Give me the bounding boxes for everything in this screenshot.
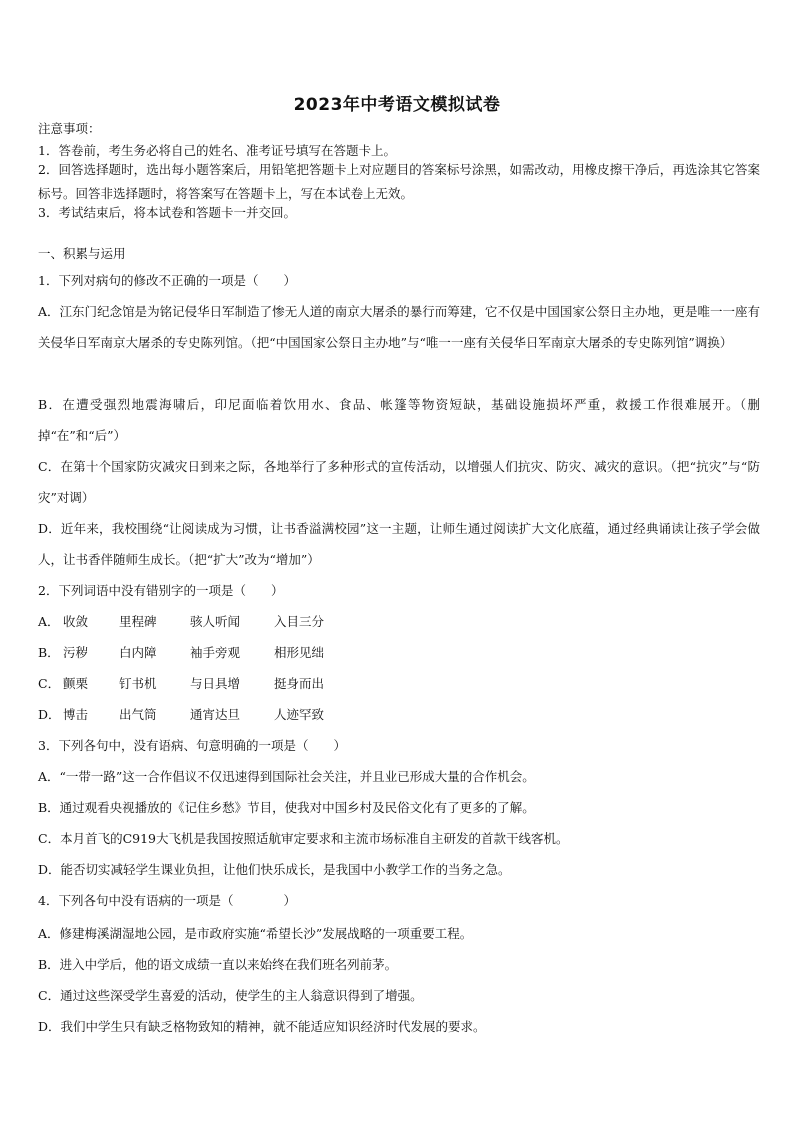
option-word: 里程碑 <box>119 614 157 629</box>
question-2-option-c <box>38 676 364 692</box>
option-label: B． <box>38 645 60 660</box>
option-word: 白内障 <box>119 645 157 660</box>
option-word: 钉书机 <box>119 676 157 691</box>
notice-item: 3．考试结束后，将本试卷和答题卡一并交回。 <box>38 205 296 220</box>
option-word: 入目三分 <box>274 614 325 629</box>
option-word: 相形见绌 <box>274 645 325 660</box>
question-2-option-d <box>38 707 364 723</box>
question-4-option-a: A．修建梅溪湖湿地公园，是市政府实施“希望长沙”发展战略的一项重要工程。 <box>38 926 473 941</box>
option-word: 通宵达旦 <box>190 707 241 722</box>
question-2-option-b <box>38 645 364 661</box>
option-label: A． <box>38 614 60 629</box>
notice-item: 2．回答选择题时，选出每小题答案后，用铅笔把答题卡上对应题目的答案标号涂黑，如需改动，用橡皮擦干净后，再选涂其它答案标号。回答非选择题时，将答案写在答题卡上，写在本试卷上无效。 <box>38 162 760 201</box>
question-3-option-a: A．“一带一路”这一合作倡议不仅迅速得到国际社会关注，并且业已形成大量的合作机会。 <box>38 769 535 784</box>
option-word: 骇人听闻 <box>190 614 241 629</box>
question-4-option-c: C．通过这些深受学生喜爱的活动，使学生的主人翁意识得到了增强。 <box>38 988 423 1003</box>
option-label: C． <box>38 676 61 691</box>
option-word: 出气筒 <box>119 707 157 722</box>
option-word: 博击 <box>63 707 89 722</box>
option-label: D． <box>38 707 61 722</box>
section-heading: 一、积累与运用 <box>38 246 126 261</box>
option-word: 污秽 <box>63 645 89 660</box>
question-2-stem: 2．下列词语中没有错别字的一项是（ ） <box>38 583 284 598</box>
question-2-option-a <box>38 614 364 630</box>
option-word: 收敛 <box>63 614 89 629</box>
question-1-option-b: B．在遭受强烈地震海啸后，印尼面临着饮用水、食品、帐篷等物资短缺，基础设施损坏严重，救援工作很难展开。（删掉“在”和“后”） <box>38 397 760 443</box>
question-4-stem: 4．下列各句中没有语病的一项是（ ） <box>38 893 296 908</box>
question-1-stem: 1．下列对病句的修改不正确的一项是（ ） <box>38 273 296 288</box>
page-title: 2023年中考语文模拟试卷 <box>293 95 501 115</box>
question-3-option-b: B．通过观看央视播放的《记住乡愁》节目，使我对中国乡村及民俗文化有了更多的了解。 <box>38 800 535 815</box>
option-word: 颤栗 <box>63 676 89 691</box>
question-1-option-c: C．在第十个国家防灾减灾日到来之际，各地举行了多种形式的宣传活动，以增强人们抗灾、防灾、减灾的意识。（把“抗灾”与“防灾”对调） <box>38 459 760 505</box>
question-3-option-d: D．能否切实减轻学生课业负担，让他们快乐成长，是我国中小教学工作的当务之急。 <box>38 862 511 877</box>
option-word: 人迹罕致 <box>274 707 325 722</box>
option-word: 袖手旁观 <box>190 645 241 660</box>
question-4-option-b: B．进入中学后，他的语文成绩一直以来始终在我们班名列前茅。 <box>38 957 398 972</box>
question-3-option-c: C．本月首飞的C919大飞机是我国按照适航审定要求和主流市场标准自主研发的首款干线客机。 <box>38 831 569 846</box>
notice-item: 1．答卷前，考生务必将自己的姓名、准考证号填写在答题卡上。 <box>38 143 396 158</box>
question-3-stem: 3．下列各句中，没有语病、句意明确的一项是（ ） <box>38 738 346 753</box>
question-4-option-d: D．我们中学生只有缺乏格物致知的精神，就不能适应知识经济时代发展的要求。 <box>38 1019 486 1034</box>
option-word: 挺身而出 <box>274 676 325 691</box>
notice-heading: 注意事项： <box>38 121 101 136</box>
option-word: 与日具增 <box>190 676 241 691</box>
question-1-option-a: A．江东门纪念馆是为铭记侵华日军制造了惨无人道的南京大屠杀的暴行而筹建，它不仅是中国国家公祭日主办地，更是唯一一座有关侵华日军南京大屠杀的专史陈列馆。（把“中国国家公祭日主办地”与“唯一一座有关侵华日军南京大屠杀的专史陈列馆”调换） <box>38 304 760 350</box>
question-1-option-d: D．近年来，我校围绕“让阅读成为习惯，让书香溢满校园”这一主题，让师生通过阅读扩大文化底蕴，通过经典诵读让孩子学会做人，让书香伴随师生成长。（把“扩大”改为“增加”） <box>38 521 760 567</box>
